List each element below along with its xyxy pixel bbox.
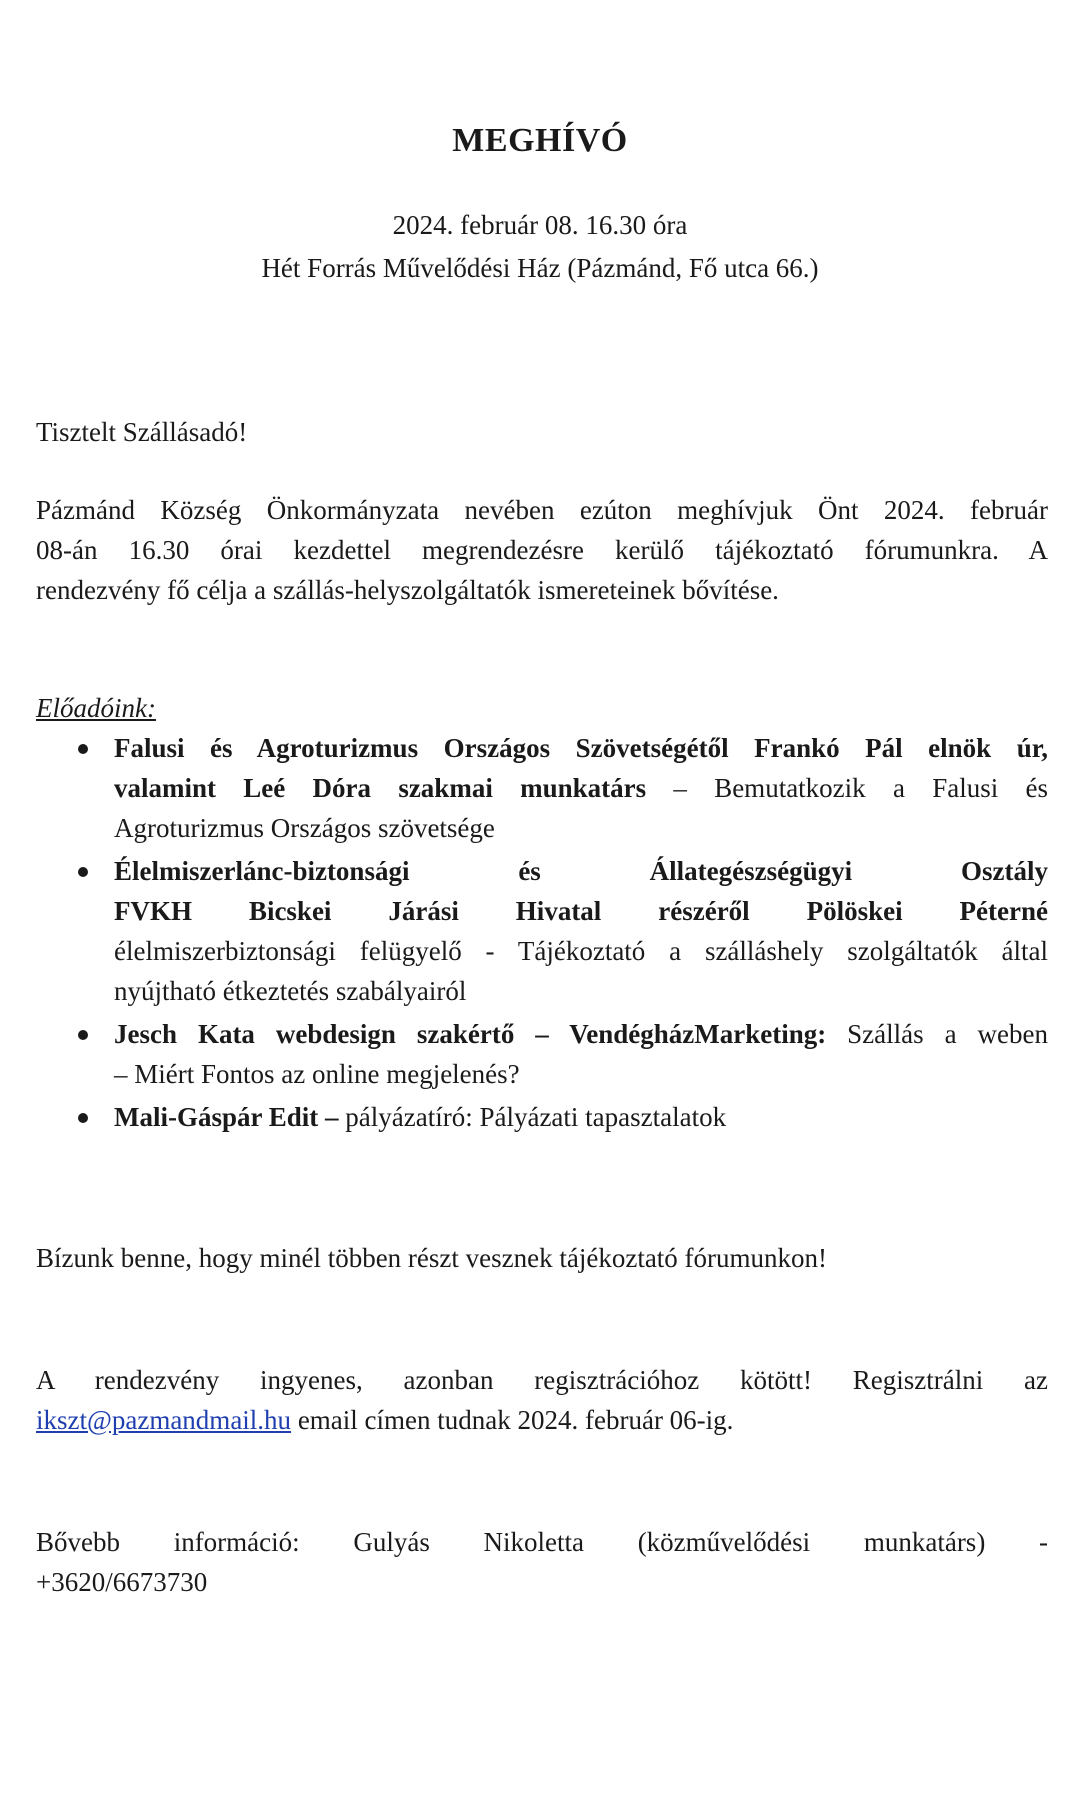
list-item: [36, 851, 1048, 1011]
bullet-icon: [78, 867, 88, 877]
intro-paragraph: [36, 490, 1048, 610]
list-item: [36, 1014, 1048, 1094]
bullet-icon: [78, 1030, 88, 1040]
speaker-bold-text: Mali-Gáspár Edit –: [114, 1102, 339, 1132]
speaker-topic: nyújtható étkeztetés szabályairól: [114, 976, 467, 1006]
intro-line: Pázmánd Község Önkormányzata nevében ezúton meghívjuk Önt 2024. február: [36, 495, 1048, 525]
intro-line: 08-án 16.30 órai kezdettel megrendezésre kerülő tájékoztató fórumunkra. A: [36, 535, 1048, 565]
info-paragraph: [36, 1522, 1048, 1602]
info-line: Bővebb információ: Gulyás Nikoletta (közművelődési munkatárs) -: [36, 1527, 1048, 1557]
greeting: Tisztelt Szállásadó!: [36, 417, 248, 447]
closing-text: Bízunk benne, hogy minél többen részt vesznek tájékoztató fórumunkon!: [36, 1243, 828, 1273]
speaker-mixed-line: [114, 1097, 1048, 1137]
speaker-topic: – Bemutatkozik a Falusi és: [646, 773, 1049, 803]
page-title: MEGHÍVÓ: [452, 122, 628, 159]
registration-line: [36, 1400, 1048, 1440]
list-item: [36, 1097, 1048, 1137]
registration-line: A rendezvény ingyenes, azonban regisztrációhoz kötött! Regisztrálni az: [36, 1365, 1048, 1395]
speaker-bold-text: Jesch Kata webdesign szakértő – VendégházMarketing:: [114, 1019, 827, 1049]
list-item: [36, 728, 1048, 848]
speaker-mixed-line: [114, 1014, 1048, 1054]
email-link[interactable]: ikszt@pazmandmail.hu: [36, 1405, 292, 1435]
bullet-icon: [78, 1113, 88, 1123]
speaker-topic: élelmiszerbiztonsági felügyelő - Tájékoztató a szálláshely szolgáltatók által: [114, 936, 1048, 966]
speaker-bold-line: Élelmiszerlánc-biztonsági és Állategészségügyi Osztály: [114, 856, 1048, 886]
speaker-topic: Agroturizmus Országos szövetsége: [114, 813, 495, 843]
registration-deadline: email címen tudnak 2024. február 06-ig.: [291, 1405, 734, 1435]
speaker-bold-line: FVKH Bicskei Járási Hivatal részéről Pölöskei Péterné: [114, 896, 1048, 926]
bullet-icon: [78, 744, 88, 754]
event-date: 2024. február 08. 16.30 óra: [392, 210, 688, 240]
registration-paragraph: [36, 1360, 1048, 1440]
speaker-topic: pályázatíró: Pályázati tapasztalatok: [338, 1102, 727, 1132]
speakers-heading: [36, 688, 1048, 728]
speaker-bold-line: Falusi és Agroturizmus Országos Szövetségétől Frankó Pál elnök úr,: [114, 733, 1048, 763]
event-venue: Hét Forrás Művelődési Ház (Pázmánd, Fő utca 66.): [261, 253, 819, 283]
intro-line: rendezvény fő célja a szállás-helyszolgáltatók ismereteinek bővítése.: [36, 575, 779, 605]
speaker-bold-text: valamint Leé Dóra szakmai munkatárs: [114, 773, 647, 803]
info-phone: +3620/6673730: [36, 1567, 208, 1597]
speaker-topic: – Miért Fontos az online megjelenés?: [114, 1059, 520, 1089]
speakers-list: [36, 728, 1048, 1140]
speaker-topic: Szállás a weben: [826, 1019, 1048, 1049]
speakers-heading-text: Előadóink:: [36, 693, 156, 723]
speaker-mixed-line: [114, 768, 1048, 808]
